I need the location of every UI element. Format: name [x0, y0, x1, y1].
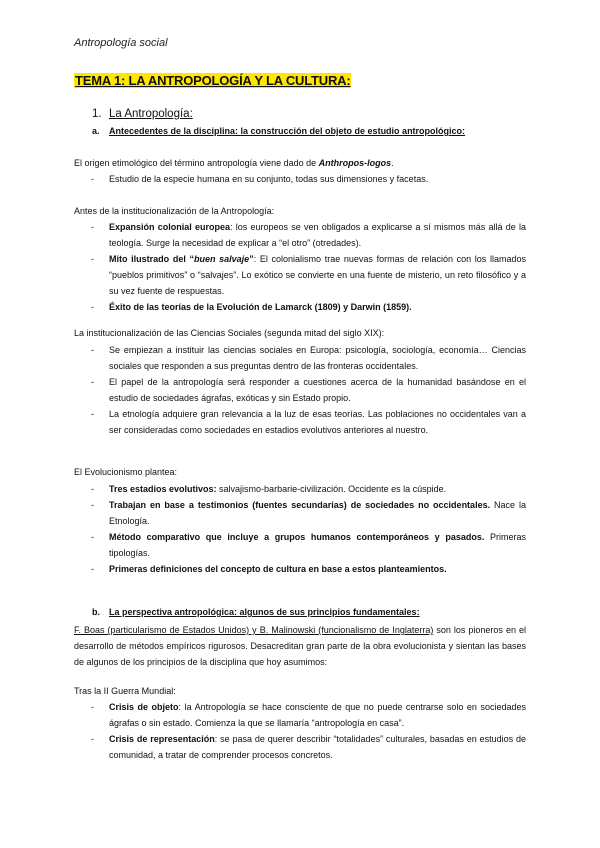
list-item-bold: Crisis de representación — [109, 734, 215, 744]
list-item — [74, 731, 526, 763]
subsection-heading-b — [92, 607, 420, 617]
subsection-title: Antecedentes de la disciplina: la construcción del objeto de estudio antropológico: — [109, 126, 466, 136]
subsection-title: La perspectiva antropológica: algunos de sus principios fundamentales: — [109, 607, 420, 617]
list-item — [74, 561, 526, 577]
paragraph-boas-malinowski — [74, 622, 526, 670]
list-item — [74, 171, 526, 187]
list-item-text: : El colonialismo trae nuevas formas de relación con los llamados “pueblos primitivos” o “salvajes”. Lo exótico se convierte en una fuente de misterio, un reto filosófico y a su vez fuente de respuestas. — [109, 254, 526, 296]
section-heading-1 — [92, 108, 193, 120]
list-item — [74, 342, 526, 374]
list-item-text: Se empiezan a instituir las ciencias sociales en Europa: psicología, sociología, economía… Ciencias sociales que responden a sus preguntas dentro de las fronteras occidentales. — [109, 345, 526, 371]
running-header: Antropología social — [74, 37, 168, 49]
list-item — [74, 299, 526, 315]
paragraph-evolucionismo: El Evolucionismo plantea: — [74, 467, 178, 477]
list-item-bold: Trabajan en base a testimonios (fuentes secundarias) de sociedades no occidentales. — [109, 500, 491, 510]
tras-list — [74, 699, 526, 763]
paragraph-institucionalizacion: La institucionalización de las Ciencias Sociales (segunda mitad del siglo XIX): — [74, 328, 385, 338]
bullet-dash: - — [91, 377, 94, 387]
underlined-authors: F. Boas (particularismo de Estados Unidos) y B. Malinowski (funcionalismo de Inglaterra) — [74, 625, 434, 635]
bullet-dash: - — [91, 254, 94, 264]
section-title: La Antropología: — [109, 108, 193, 120]
antes-list — [74, 219, 526, 315]
bullet-dash: - — [91, 564, 94, 574]
term-anthropos: Anthropos-logos — [318, 158, 392, 168]
list-item — [74, 251, 526, 299]
section-number: 1. — [92, 108, 102, 120]
bullet-dash: - — [91, 222, 94, 232]
origin-list — [74, 171, 526, 187]
inst-list — [74, 342, 526, 438]
page-title: TEMA 1: LA ANTROPOLOGÍA Y LA CULTURA: — [75, 73, 351, 88]
bullet-dash: - — [91, 484, 94, 494]
bullet-dash: - — [91, 302, 94, 312]
list-item-bold: Tres estadios evolutivos: — [109, 484, 217, 494]
list-item-text: La etnología adquiere gran relevancia a la luz de esas teorías. Las poblaciones no occidentales van a ser consideradas como sociedades en estadios evolutivos anteriores al nuestro. — [109, 409, 526, 435]
bullet-dash: - — [91, 345, 94, 355]
paragraph-antes: Antes de la institucionalización de la Antropología: — [74, 206, 275, 216]
list-item-text: Primeras tipologías. — [109, 532, 526, 558]
list-item-bold: Primeras definiciones del concepto de cultura en base a estos planteamientos. — [109, 564, 447, 574]
list-item — [74, 219, 526, 251]
list-item — [74, 481, 526, 497]
list-item — [74, 374, 526, 406]
list-item-bold: Crisis de objeto — [109, 702, 179, 712]
list-item — [74, 699, 526, 731]
bullet-dash: - — [91, 734, 94, 744]
list-item-text: El papel de la antropología será responder a cuestiones acerca de la humanidad basándose en el estudio de sociedades ágrafas, exóticas y sin Estado propio. — [109, 377, 526, 403]
list-item — [74, 529, 526, 561]
list-item-bold-italic: buen salvaje — [194, 254, 250, 264]
list-item-bold: Expansión colonial europea — [109, 222, 231, 232]
list-item — [74, 406, 526, 438]
list-item-text: : los europeos se ven obligados a explicarse a sí mismos más allá de la teología. Surge la necesidad de explicar a “el otro” (otredades). — [109, 222, 526, 248]
list-item-text: : la Antropología se hace consciente de que no puede centrarse solo en sociedades ágrafas o sin estado. Comienza la que se llamaría “antropología en casa”. — [109, 702, 526, 728]
bullet-dash: - — [91, 500, 94, 510]
bullet-dash: - — [91, 532, 94, 542]
subsection-heading-a — [92, 126, 465, 136]
subsection-letter: b. — [92, 607, 100, 617]
paragraph-tras-guerra: Tras la II Guerra Mundial: — [74, 686, 176, 696]
list-item-text: Nace la Etnología. — [109, 500, 526, 526]
list-item-text: salvajismo-barbarie-civilización. Occidente es la cúspide. — [216, 484, 447, 494]
bullet-dash: - — [91, 174, 94, 184]
list-item-text: : se pasa de querer describir “totalidades” culturales, basadas en estudios de comunidad, a tratar de comprender procesos concretos. — [109, 734, 526, 760]
list-item-bold: Éxito de las teorías de la Evolución de Lamarck (1809) y Darwin (1859). — [109, 302, 412, 312]
text-run: . — [391, 158, 394, 168]
paragraph-origin — [74, 155, 526, 171]
subsection-letter: a. — [92, 126, 100, 136]
text-run: son los pioneros en el desarrollo de métodos empíricos rigurosos. Desacreditan gran parte de la obra evolucionista y sientan las bases de algunos de los principios de la disciplina que hoy asumimos: — [74, 625, 526, 667]
text-run: El origen etimológico del término antropología viene dado de — [74, 158, 319, 168]
list-item-bold: Mito ilustrado del “ — [109, 254, 194, 264]
list-item-bold: ” — [249, 254, 254, 264]
list-item — [74, 497, 526, 529]
bullet-dash: - — [91, 702, 94, 712]
list-item-text: Estudio de la especie humana en su conjunto, todas sus dimensiones y facetas. — [109, 174, 429, 184]
evol-list — [74, 481, 526, 577]
bullet-dash: - — [91, 409, 94, 419]
list-item-bold: Método comparativo que incluye a grupos humanos contemporáneos y pasados. — [109, 532, 485, 542]
